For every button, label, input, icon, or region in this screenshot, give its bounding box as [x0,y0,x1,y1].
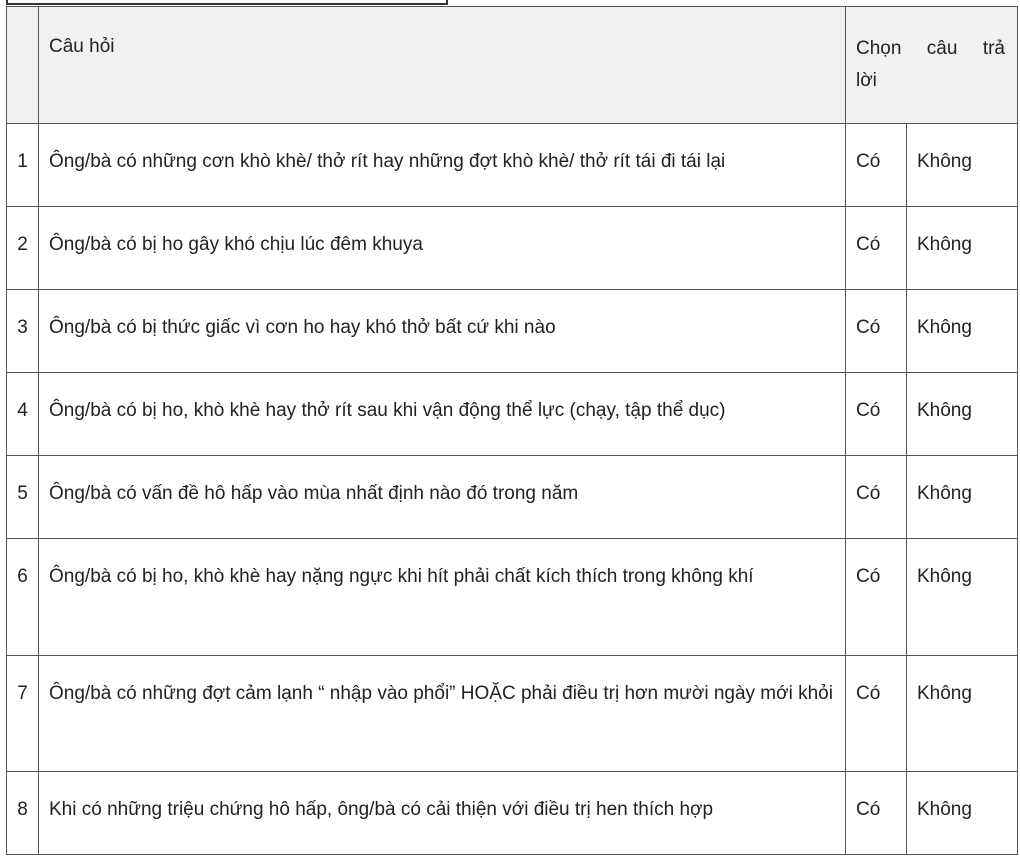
asthma-questionnaire-table [6,6,1018,855]
answer-no[interactable]: Không [907,656,1018,772]
row-number: 7 [7,656,39,772]
row-number: 8 [7,772,39,855]
answer-yes[interactable]: Có [846,456,907,539]
table-row [7,207,1018,290]
answer-no[interactable]: Không [907,290,1018,373]
question-text: Khi có những triệu chứng hô hấp, ông/bà có cải thiện với điều trị hen thích hợp [39,772,846,855]
header-question-label: Câu hỏi [49,36,115,57]
header-answer-word: trả [982,38,1005,59]
answer-no[interactable]: Không [907,124,1018,207]
table-row [7,124,1018,207]
header-row [7,7,1018,124]
table-row [7,456,1018,539]
answer-yes[interactable]: Có [846,207,907,290]
row-number: 5 [7,456,39,539]
answer-yes[interactable]: Có [846,373,907,456]
answer-yes[interactable]: Có [846,124,907,207]
row-number: 1 [7,124,39,207]
answer-yes[interactable]: Có [846,656,907,772]
header-answer-word: câu [926,38,958,59]
row-number: 4 [7,373,39,456]
header-answer-line1 [856,33,1005,65]
answer-no[interactable]: Không [907,539,1018,656]
table-row [7,539,1018,656]
table-row [7,772,1018,855]
answer-no[interactable]: Không [907,207,1018,290]
answer-yes[interactable]: Có [846,772,907,855]
header-question [39,7,846,124]
table-row [7,290,1018,373]
row-number: 6 [7,539,39,656]
answer-no[interactable]: Không [907,373,1018,456]
header-number-cell [7,7,39,124]
header-answer-line2: lời [856,70,877,91]
question-text: Ông/bà có những đợt cảm lạnh “ nhập vào phổi” HOẶC phải điều trị hơn mười ngày mới khỏi [39,656,846,772]
header-answer [846,7,1018,124]
table-row [7,373,1018,456]
top-border-fragment [6,0,448,5]
question-text: Ông/bà có những cơn khò khè/ thở rít hay những đợt khò khè/ thở rít tái đi tái lại [39,124,846,207]
answer-yes[interactable]: Có [846,290,907,373]
question-text: Ông/bà có bị ho, khò khè hay nặng ngực khi hít phải chất kích thích trong không khí [39,539,846,656]
answer-no[interactable]: Không [907,456,1018,539]
question-text: Ông/bà có bị thức giấc vì cơn ho hay khó thở bất cứ khi nào [39,290,846,373]
answer-no[interactable]: Không [907,772,1018,855]
question-text: Ông/bà có vấn đề hô hấp vào mùa nhất định nào đó trong năm [39,456,846,539]
header-answer-word: Chọn [856,38,902,59]
question-text: Ông/bà có bị ho, khò khè hay thở rít sau khi vận động thể lực (chạy, tập thể dục) [39,373,846,456]
question-text: Ông/bà có bị ho gây khó chịu lúc đêm khuya [39,207,846,290]
row-number: 3 [7,290,39,373]
row-number: 2 [7,207,39,290]
answer-yes[interactable]: Có [846,539,907,656]
table-row [7,656,1018,772]
